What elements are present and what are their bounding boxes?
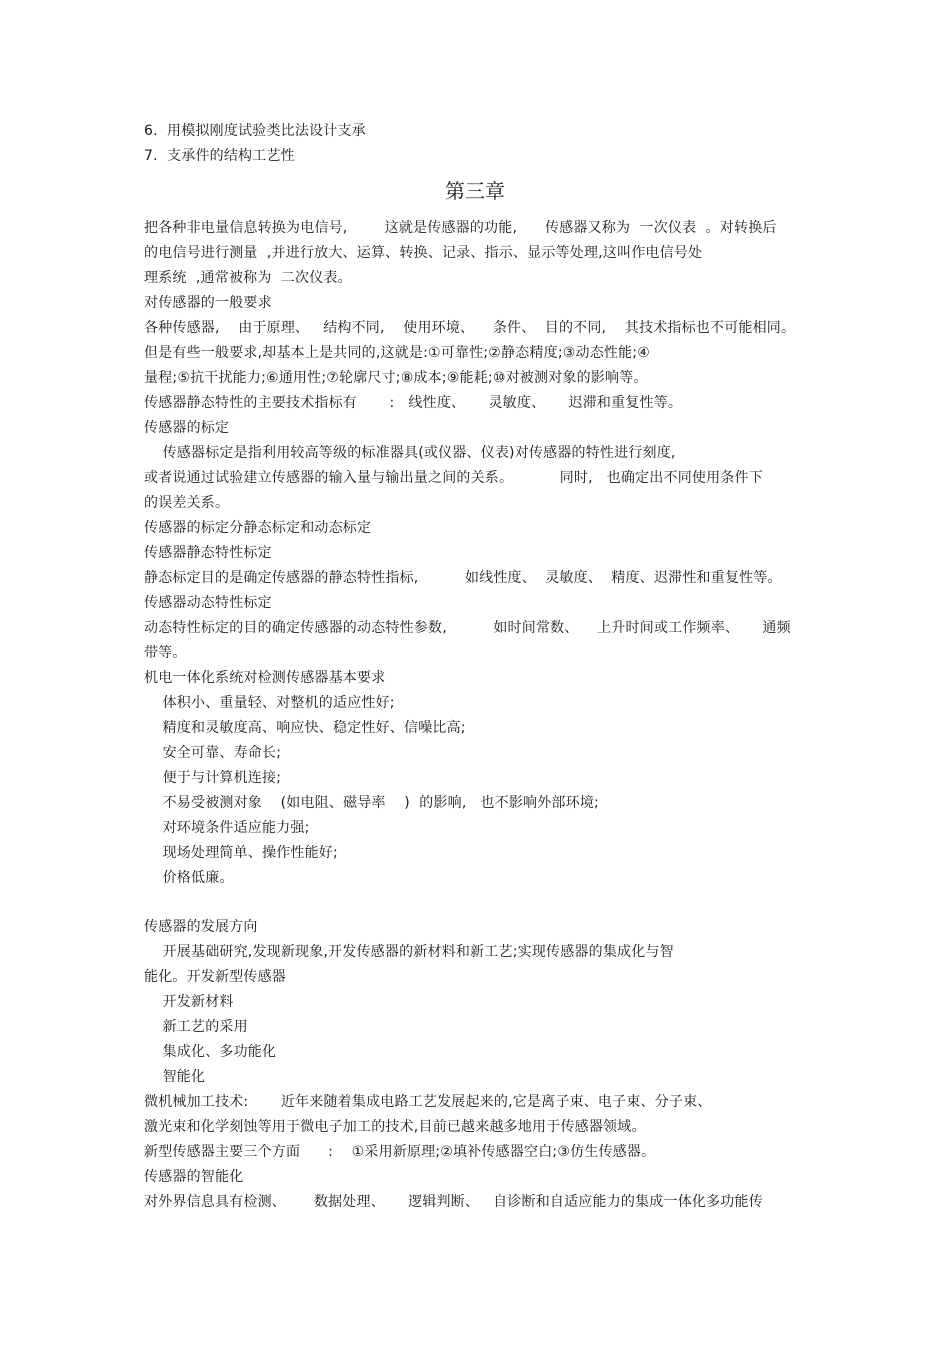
paragraph-line: 把各种非电量信息转换为电信号, 这就是传感器的功能, 传感器又称为 一次仪表 。对转换后	[144, 220, 777, 236]
paragraph-line: 量程;⑤抗干扰能力;⑥通用性;⑦轮廓尺寸;⑧成本;⑨能耗;⑩对被测对象的影响等。	[144, 370, 648, 386]
list-item: 价格低廉。	[144, 870, 234, 886]
section-heading: 机电一体化系统对检测传感器基本要求	[144, 670, 386, 686]
paragraph-line: 新型传感器主要三个方面 : ①采用新原理;②填补传感器空白;③仿生传感器。	[144, 1144, 656, 1160]
list-item: 6. 用模拟刚度试验类比法设计支承	[144, 123, 366, 139]
section-heading: 对传感器的一般要求	[144, 295, 272, 311]
paragraph-line: 的误差关系。	[144, 495, 230, 511]
list-item: 开发新材料	[144, 994, 234, 1010]
paragraph-line: 传感器静态特性的主要技术指标有 : 线性度、 灵敏度、 迟滞和重复性等。	[144, 395, 683, 411]
paragraph-line: 激光束和化学刻蚀等用于微电子加工的技术,目前已越来越多地用于传感器领域。	[144, 1119, 646, 1135]
paragraph-line: 开展基础研究,发现新现象,开发传感器的新材料和新工艺;实现传感器的集成化与智	[144, 944, 674, 960]
paragraph-line: 或者说通过试验建立传感器的输入量与输出量之间的关系。 同时, 也确定出不同使用条件下	[144, 470, 763, 486]
section-heading: 传感器的标定	[144, 420, 230, 436]
list-item: 安全可靠、寿命长;	[144, 745, 282, 761]
paragraph-line: 带等。	[144, 645, 187, 661]
list-item: 不易受被测对象 (如电阻、磁导率 ) 的影响, 也不影响外部环境;	[144, 795, 599, 811]
section-heading: 传感器的标定分静态标定和动态标定	[144, 520, 372, 536]
list-item: 集成化、多功能化	[144, 1044, 277, 1060]
list-item: 7. 支承件的结构工艺性	[144, 148, 295, 164]
paragraph-line: 的电信号进行测量 ,并进行放大、运算、转换、记录、指示、显示等处理,这叫作电信号处	[144, 245, 703, 261]
list-item: 对环境条件适应能力强;	[144, 820, 310, 836]
list-item: 现场处理简单、操作性能好;	[144, 845, 338, 861]
section-heading: 传感器静态特性标定	[144, 545, 272, 561]
paragraph-line: 动态特性标定的目的确定传感器的动态特性参数, 如时间常数、 上升时间或工作频率、 通频	[144, 620, 791, 636]
chapter-title: 第三章	[445, 179, 505, 203]
paragraph-line: 但是有些一般要求,却基本上是共同的,这就是:①可靠性;②静态精度;③动态性能;④	[144, 345, 650, 361]
section-heading: 传感器动态特性标定	[144, 595, 272, 611]
list-item: 新工艺的采用	[144, 1019, 248, 1035]
paragraph-line: 对外界信息具有检测、 数据处理、 逻辑判断、 自诊断和自适应能力的集成一体化多功能传	[144, 1194, 763, 1210]
list-item: 体积小、重量轻、对整机的适应性好;	[144, 695, 395, 711]
section-heading: 传感器的智能化	[144, 1169, 244, 1185]
paragraph-line: 静态标定目的是确定传感器的静态特性指标, 如线性度、 灵敏度、 精度、迟滞性和重复性等。	[144, 570, 782, 586]
paragraph-line: 各种传感器, 由于原理、 结构不同, 使用环境、 条件、 目的不同, 其技术指标也不可能相同。	[144, 320, 796, 336]
list-item: 智能化	[144, 1069, 206, 1085]
paragraph-line: 理系统 ,通常被称为 二次仪表。	[144, 270, 352, 286]
section-heading: 传感器的发展方向	[144, 919, 258, 935]
list-item: 便于与计算机连接;	[144, 770, 282, 786]
paragraph-line: 微机械加工技术: 近年来随着集成电路工艺发展起来的,它是离子束、电子束、分子束、	[144, 1094, 712, 1110]
list-item: 精度和灵敏度高、响应快、稳定性好、信噪比高;	[144, 720, 466, 736]
paragraph-line: 能化。开发新型传感器	[144, 969, 286, 985]
paragraph-line: 传感器标定是指利用较高等级的标准器具(或仪器、仪表)对传感器的特性进行刻度,	[144, 445, 676, 461]
